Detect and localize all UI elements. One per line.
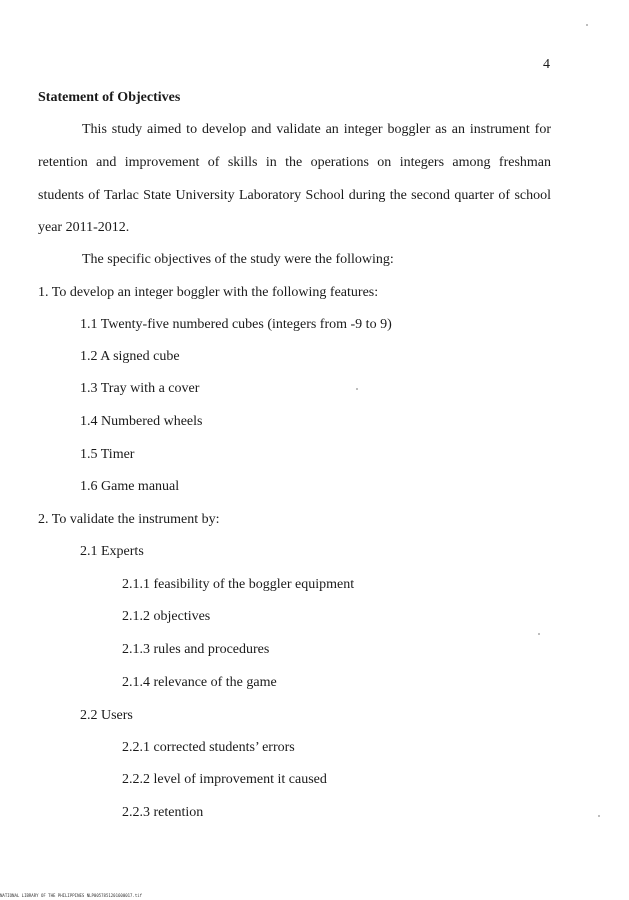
list-item: 1.5 Timer (80, 447, 135, 462)
list-item: 1.6 Game manual (80, 479, 180, 494)
scan-speck (356, 388, 358, 390)
intro-line-3: students of Tarlac State University Laboratory School during the second quarter of school (38, 188, 551, 203)
list-item: 2.1.2 objectives (122, 609, 211, 624)
scan-speck (538, 633, 540, 635)
objective-2-label: 2. To validate the instrument by: (38, 512, 220, 527)
intro-line-4: year 2011-2012. (38, 220, 130, 235)
list-item: 2.2.1 corrected students’ errors (122, 740, 295, 755)
scan-speck (598, 815, 600, 817)
objective-1-label: 1. To develop an integer boggler with the following features: (38, 285, 379, 300)
page-number: 4 (543, 57, 550, 72)
objectives-intro: The specific objectives of the study were the following: (82, 252, 394, 267)
list-item: 1.3 Tray with a cover (80, 381, 200, 396)
list-item: 2.1.4 relevance of the game (122, 675, 277, 690)
list-item: 1.4 Numbered wheels (80, 414, 203, 429)
users-label: 2.2 Users (80, 708, 133, 723)
list-item: 2.1.3 rules and procedures (122, 642, 270, 657)
experts-label: 2.1 Experts (80, 544, 144, 559)
intro-line-1: This study aimed to develop and validate an integer boggler as an instrument for (82, 122, 551, 137)
scan-speck (586, 24, 588, 26)
list-item: 2.2.3 retention (122, 805, 204, 820)
scan-footer: NATIONAL LIBRARY OF THE PHILIPPINES NLP0057851201600017.tif (0, 893, 143, 898)
section-heading: Statement of Objectives (38, 90, 181, 105)
intro-line-2: retention and improvement of skills in the operations on integers among freshman (38, 155, 551, 170)
list-item: 1.1 Twenty-five numbered cubes (integers from -9 to 9) (80, 317, 392, 332)
list-item: 1.2 A signed cube (80, 349, 180, 364)
list-item: 2.1.1 feasibility of the boggler equipment (122, 577, 355, 592)
list-item: 2.2.2 level of improvement it caused (122, 772, 327, 787)
